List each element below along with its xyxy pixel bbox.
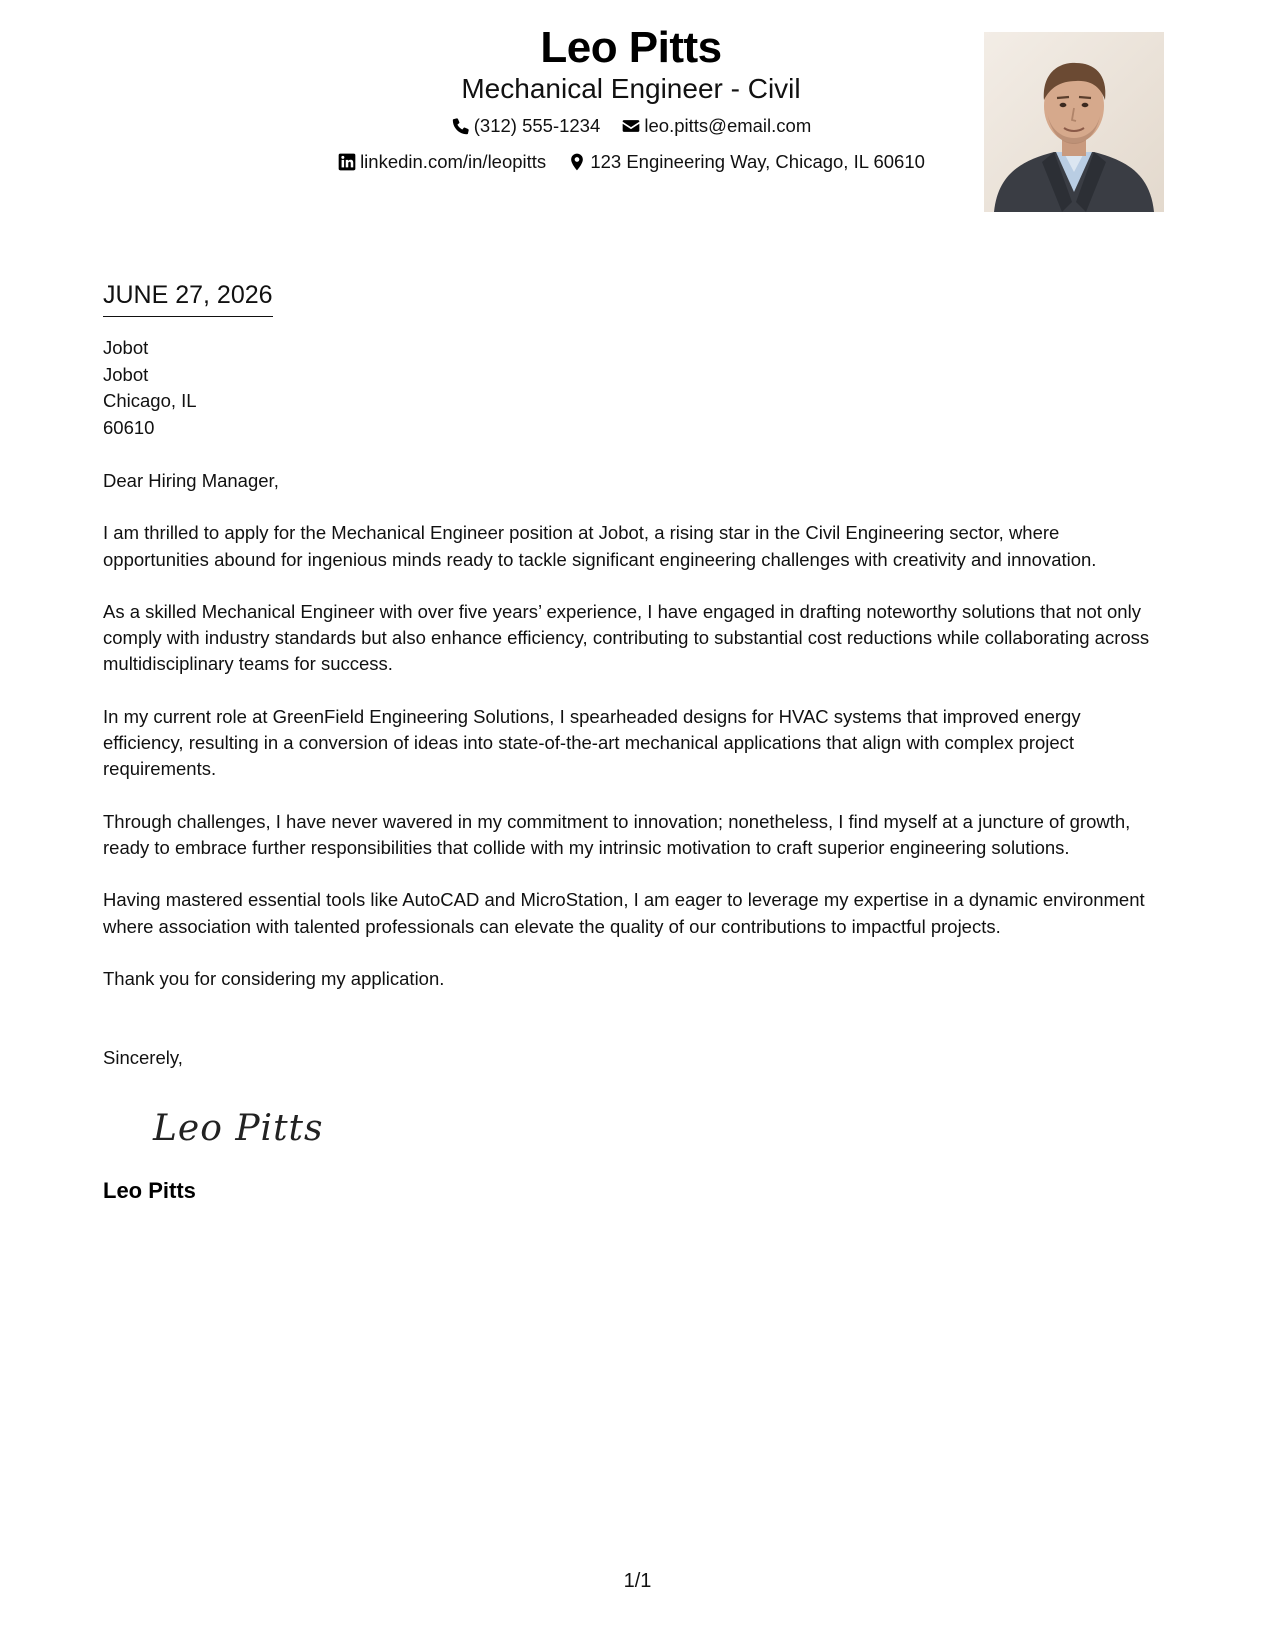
map-pin-icon xyxy=(567,152,587,172)
page-number: 1/1 xyxy=(623,1570,652,1592)
paragraph-tools: Having mastered essential tools like AutoCAD and MicroStation, I am eager to leverage my expertise in a dynamic environment where association with talented professionals can elevate the quality of our contributions to impactful projects. xyxy=(103,889,1145,937)
closing: Sincerely, xyxy=(103,1047,183,1069)
handwritten-signature: Leo Pitts xyxy=(153,1108,324,1150)
recipient-zip: 60610 xyxy=(103,416,155,438)
applicant-title: Mechanical Engineer - Civil xyxy=(461,73,801,104)
recipient-company-line-2: Jobot xyxy=(103,363,149,385)
phone-text[interactable]: (312) 555-1234 xyxy=(473,115,601,136)
email-text[interactable]: leo.pitts@email.com xyxy=(644,115,812,136)
profile-photo xyxy=(984,32,1164,212)
phone-icon xyxy=(451,116,471,136)
signer-name: Leo Pitts xyxy=(103,1178,196,1204)
paragraph-experience: As a skilled Mechanical Engineer with over five years’ experience, I have engaged in drafting noteworthy solutions that not only comply with industry standards but also enhance efficiency, contributing to substantial cost reductions while collaborating across multidisciplinary teams for success. xyxy=(103,600,1150,675)
applicant-name: Leo Pitts xyxy=(540,23,722,72)
letter-date: JUNE 27, 2026 xyxy=(103,278,273,317)
phone-contact xyxy=(451,114,601,138)
paragraph-intro: I am thrilled to apply for the Mechanical Engineer position at Jobot, a rising star in the Civil Engineering sector, where opportunities abound for ingenious minds ready to tackle significant engineering challenges with creativity and innovation. xyxy=(103,522,1097,570)
recipient-block xyxy=(103,335,1163,441)
linkedin-text[interactable]: linkedin.com/in/leopitts xyxy=(360,151,547,172)
recipient-city: Chicago, IL xyxy=(103,390,197,411)
envelope-icon xyxy=(621,116,641,136)
paragraph-current-role: In my current role at GreenField Engineering Solutions, I spearheaded designs for HVAC systems that improved energy efficiency, resulting in a conversion of ideas into state-of-the-art mechanical applications that align with complex project requirements. xyxy=(103,705,1081,780)
address-contact xyxy=(567,150,925,174)
letter-body xyxy=(103,278,1163,1205)
recipient-company: Jobot xyxy=(103,337,149,358)
linkedin-icon xyxy=(337,152,357,172)
email-contact xyxy=(621,114,811,138)
linkedin-contact xyxy=(337,150,546,174)
paragraph-thanks: Thank you for considering my application. xyxy=(103,967,445,989)
salutation: Dear Hiring Manager, xyxy=(103,470,279,491)
paragraph-growth: Through challenges, I have never wavered in my commitment to innovation; nonetheless, I find myself at a juncture of growth, ready to embrace further responsibilities that collide with my intrinsic motivation to craft superior engineering solutions. xyxy=(103,810,1131,858)
address-text: 123 Engineering Way, Chicago, IL 60610 xyxy=(590,151,925,172)
